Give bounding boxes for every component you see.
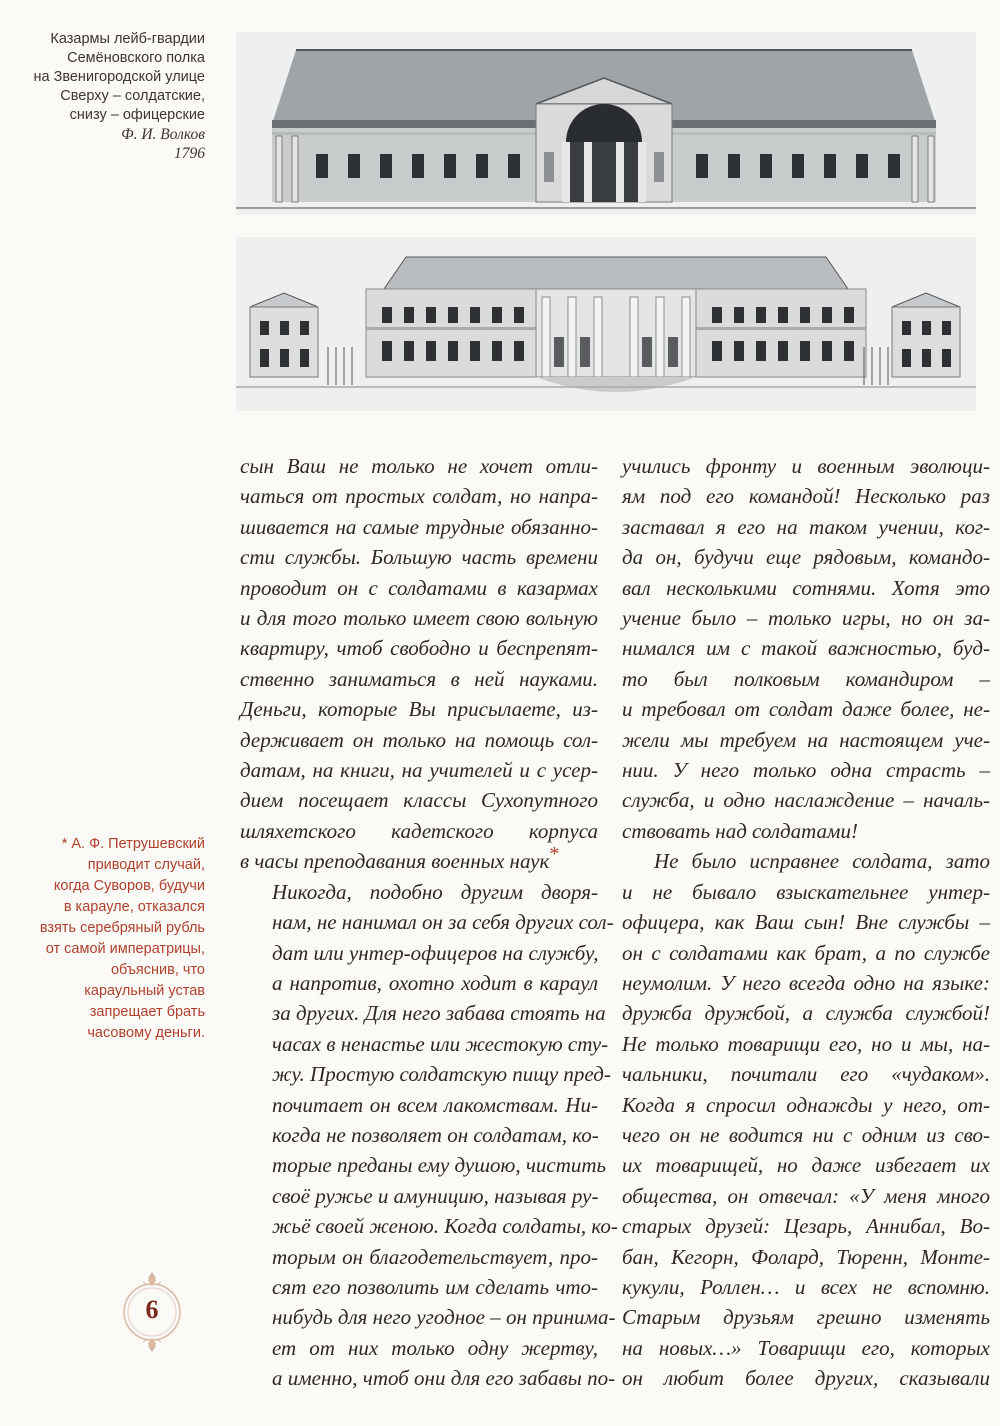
text-line: он с солдатами как брат, а по службе <box>622 940 990 965</box>
text-line: Не было исправнее солдата, зато <box>654 849 990 874</box>
text-line: ет от них только одну жертву, <box>272 1335 598 1360</box>
text-line: учились фронту и военным эволюци- <box>622 454 990 478</box>
text-line: ственно заниматься в ней науками. <box>240 666 598 691</box>
paragraph <box>240 877 618 1394</box>
footnote-line: когда Суворов, будучи <box>53 878 205 894</box>
caption-year: 1796 <box>174 145 205 162</box>
text-line: за других. Для него забава стоять на <box>272 1001 606 1026</box>
text-line: офицера, как Ваш сын! Вне службы – <box>622 910 990 935</box>
caption-author: Ф. И. Волков <box>121 126 205 143</box>
text-line: служба, и одно наслаждение – началь- <box>622 788 990 813</box>
text-line: жели мы требуем на настоящем уче- <box>622 727 990 752</box>
text-line: держивает он только на помощь сол- <box>240 727 598 752</box>
text-line: жу. Простую солдатскую пищу пред- <box>272 1062 611 1087</box>
text-line: дием посещает классы Сухопутного <box>240 788 598 813</box>
footnote <box>8 834 205 1044</box>
text-line: торым он благодетельствует, про- <box>272 1244 598 1269</box>
text-line: когда не позволяет он солдатам, ко- <box>272 1122 599 1147</box>
page-number: 6 <box>145 1295 159 1324</box>
text-line: учение было – только игры, но он за- <box>622 606 990 631</box>
text-line: сти службы. Большую часть времени <box>240 545 598 570</box>
text-line: он любит более других, сказывали <box>622 1366 990 1391</box>
text-line: ствовать над солдатами! <box>622 818 858 843</box>
text-line: и не бывало взыскательнее унтер- <box>622 879 990 904</box>
text-line: торые преданы ему душою, чистить <box>272 1153 607 1178</box>
text-line: квартиру, чтоб свободно и беспрепят- <box>240 636 598 661</box>
text-line: то был полковым командиром – <box>622 666 990 691</box>
text-line: сят его позволить им сделать что- <box>272 1274 598 1299</box>
footnote-line: запрещает брать <box>89 1004 205 1020</box>
footnote-line: часовому деньги. <box>87 1025 205 1041</box>
paragraph <box>240 451 598 877</box>
text-line: заставал я его на таком учении, ког- <box>622 514 990 539</box>
text-line: чего он не водится ни с одним из сво- <box>622 1122 990 1147</box>
text-line: нам, не нанимал он за себя других сол- <box>272 910 614 935</box>
caption-line: на Звенигородской улице <box>33 69 205 85</box>
caption-line: Семёновского полка <box>67 50 205 66</box>
text-line: ям под его командой! Несколько раз <box>622 484 990 509</box>
text-column-left <box>240 451 618 1394</box>
text-line: почитает он всем лакомствам. Ни- <box>272 1092 598 1117</box>
footnote-line: от самой императрицы, <box>45 941 205 957</box>
text-line: нибудь для него угодное – он принима- <box>272 1305 616 1330</box>
paragraph <box>622 846 990 1393</box>
text-line: жьё своей женою. Когда солдаты, ко- <box>272 1214 618 1239</box>
text-line: дат или унтер-офицеров на службу, <box>272 940 599 965</box>
text-line: своё ружье и амуницию, называя ру- <box>272 1183 599 1208</box>
text-line: а именно, чтоб они для его забавы по- <box>272 1366 616 1391</box>
text-line: Деньги, которые Вы присылаете, из- <box>240 697 598 722</box>
text-line: Старым друзьям грешно изменять <box>622 1305 990 1330</box>
footnote-line: объяснив, что <box>110 962 205 978</box>
text-line: на новых…» Товарищи его, которых <box>622 1335 990 1360</box>
text-line-content: в часы преподавания военных наук <box>240 849 550 874</box>
text-line: проводит он с солдатами в казармах <box>240 575 598 600</box>
footnote-line: в карауле, отказался <box>63 899 205 915</box>
text-line: дружба дружбой, а служба службой! <box>622 1001 990 1026</box>
footnote-line: приводит случай, <box>87 857 205 873</box>
text-line: Не только товарищи его, но и мы, на- <box>622 1031 990 1056</box>
text-line: вал несколькими сотнями. Хотя это <box>622 575 990 600</box>
text-line: датам, на книги, на учителей и с усер- <box>240 758 598 783</box>
text-line: шивается на самые трудные обязанно- <box>240 514 598 539</box>
text-line: и требовал от солдат даже более, не- <box>622 697 990 722</box>
footnote-line: взять серебряный рубль <box>39 920 205 936</box>
page-number-ornament <box>113 1268 191 1356</box>
text-line: Когда я спросил однажды у него, от- <box>622 1092 990 1117</box>
officers-barracks-drawing <box>236 237 976 411</box>
text-line: а напротив, охотно ходит в караул <box>272 970 598 995</box>
text-line: их товарищей, но даже избегает их <box>622 1153 990 1178</box>
footnote-line: караульный устав <box>84 983 205 999</box>
caption-line: Сверху – солдатские, <box>60 88 205 104</box>
text-column-right <box>622 451 990 1394</box>
text-line: нии. У него только одна страсть – <box>622 758 990 783</box>
soldiers-barracks-drawing <box>236 32 976 215</box>
footnote-marker[interactable]: * <box>549 843 560 866</box>
illustration-caption <box>8 30 205 163</box>
text-line <box>240 843 598 876</box>
text-line: и для того только имеет свою вольную <box>240 606 598 631</box>
text-line: кукули, Роллен… и всех не вспомню. <box>622 1274 990 1299</box>
text-line: неумолим. У него всегда одно на языке: <box>622 970 990 995</box>
footnote-line: * А. Ф. Петрушевский <box>61 836 205 852</box>
text-line: общества, он отвечал: «У меня много <box>622 1183 990 1208</box>
text-line: старых друзей: Цезарь, Аннибал, Во- <box>622 1214 990 1239</box>
text-line: чальники, почитали его «чудаком». <box>622 1062 990 1087</box>
text-line: да он, будучи еще рядовым, командо- <box>622 545 990 570</box>
paragraph <box>622 451 990 846</box>
text-line: чаться от простых солдат, но напра- <box>240 484 598 509</box>
caption-line: Казармы лейб-гвардии <box>50 31 205 47</box>
caption-line: снизу – офицерские <box>69 107 205 123</box>
text-line: сын Ваш не только не хочет отли- <box>240 454 598 478</box>
text-line: бан, Кегорн, Фолард, Тюренн, Монте- <box>622 1244 990 1269</box>
text-line: Никогда, подобно другим дворя- <box>272 879 598 904</box>
text-line: нимался им с такой важностью, буд- <box>622 636 990 661</box>
text-line: шляхетского кадетского корпуса <box>240 818 598 843</box>
text-line: часах в ненастье или жестокую сту- <box>272 1031 609 1056</box>
